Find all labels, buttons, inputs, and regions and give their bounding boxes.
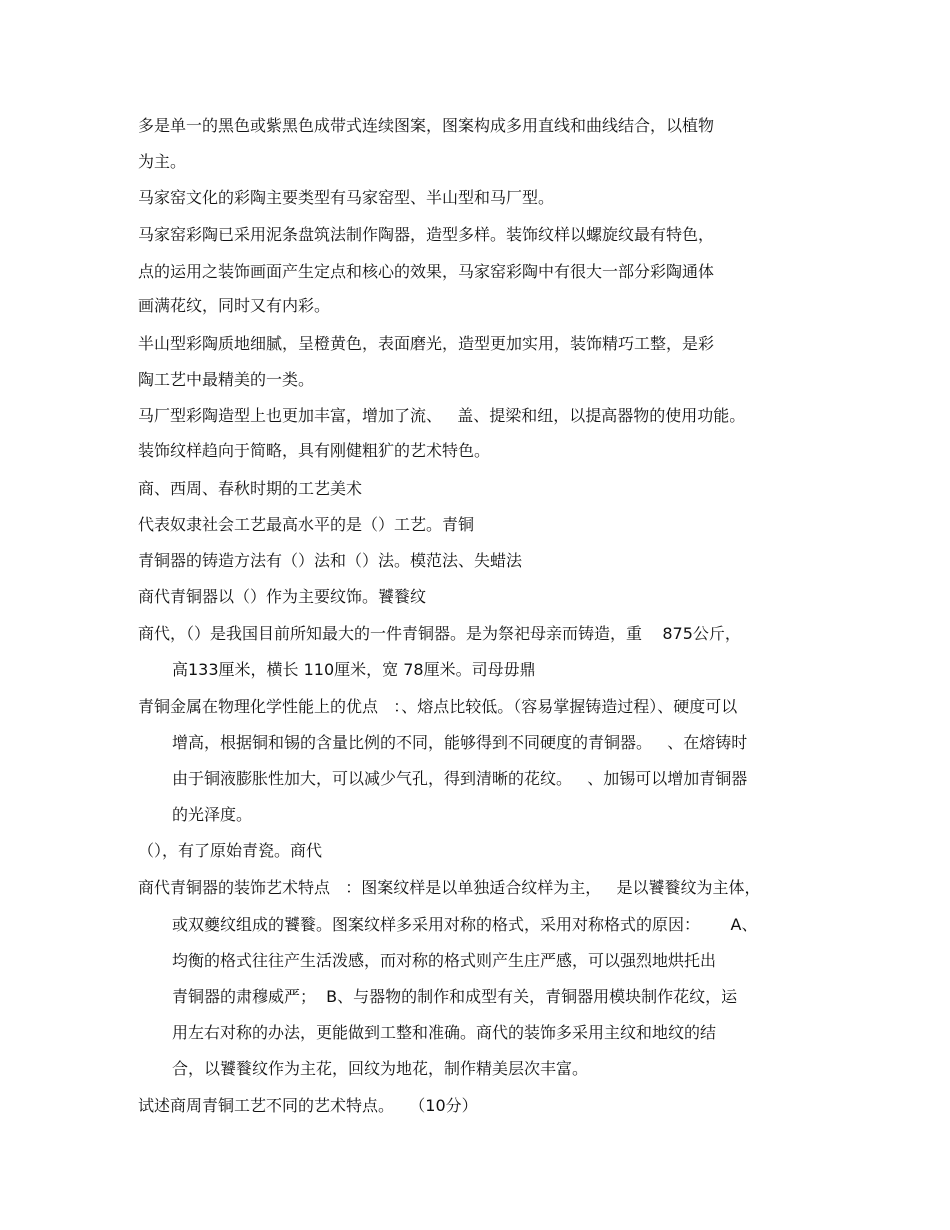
text-line-indented: 由于铜液膨胀性加大，可以减少气孔，得到清晰的花纹。 、加锡可以增加青铜器 — [172, 769, 748, 788]
text-line-indented: 青铜器的肃穆威严； B、与器物的制作和成型有关，青铜器用模块制作花纹，运 — [172, 987, 738, 1006]
text-line: 试述商周青铜工艺不同的艺术特点。 （10分） — [138, 1096, 478, 1115]
text-line-indented: 均衡的格式往往产生活泼感，而对称的格式则产生庄严感，可以强烈地烘托出 — [172, 951, 717, 970]
text-line: 商代，（）是我国目前所知最大的一件青铜器。是为祭祀母亲而铸造，重 875公斤， — [138, 624, 741, 643]
text-line-indented: 用左右对称的办法，更能做到工整和准确。商代的装饰多采用主纹和地纹的结 — [172, 1023, 717, 1042]
text-line: 马厂型彩陶造型上也更加丰富，增加了流、 盖、提梁和纽，以提高器物的使用功能。 — [138, 406, 746, 425]
text-line: （），有了原始青瓷。商代 — [138, 841, 323, 860]
text-line: 商代青铜器以（）作为主要纹饰。饕餮纹 — [138, 587, 427, 606]
text-line: 青铜金属在物理化学性能上的优点 ：、熔点比较低。（容易掌握铸造过程）、硬度可以 — [138, 697, 738, 716]
text-line: 陶工艺中最精美的一类。 — [138, 370, 315, 389]
text-line: 马家窑彩陶已采用泥条盘筑法制作陶器，造型多样。装饰纹样以螺旋纹最有特色， — [138, 225, 715, 244]
text-line: 点的运用之装饰画面产生定点和核心的效果，马家窑彩陶中有很大一部分彩陶通体 — [138, 262, 715, 281]
text-line-indented: 高133厘米，横长 110厘米，宽 78厘米。司母毋鼎 — [172, 660, 536, 679]
text-line-indented: 增高，根据铜和锡的含量比例的不同，能够得到不同硬度的青铜器。 、在熔铸时 — [172, 733, 748, 752]
text-line-indented: 或双夔纹组成的饕餮。图案纹样多采用对称的格式，采用对称格式的原因： A、 — [172, 915, 758, 934]
text-line: 装饰纹样趋向于简略，具有刚健粗犷的艺术特色。 — [138, 441, 491, 460]
text-line: 代表奴隶社会工艺最高水平的是（）工艺。青铜 — [138, 515, 475, 534]
text-line: 为主。 — [138, 152, 187, 171]
text-line: 多是单一的黑色或紫黑色成带式连续图案，图案构成多用直线和曲线结合，以植物 — [138, 116, 715, 135]
text-line: 马家窑文化的彩陶主要类型有马家窑型、半山型和马厂型。 — [138, 188, 555, 207]
text-line-indented: 合，以饕餮纹作为主花，回纹为地花，制作精美层次丰富。 — [172, 1059, 589, 1078]
text-line: 商代青铜器的装饰艺术特点 ：图案纹样是以单独适合纹样为主， 是以饕餮纹为主体， — [138, 878, 761, 897]
section-heading: 商、西周、春秋时期的工艺美术 — [138, 479, 363, 498]
text-line: 画满花纹，同时又有内彩。 — [138, 296, 331, 315]
text-line: 青铜器的铸造方法有（）法和（）法。模范法、失蜡法 — [138, 551, 523, 570]
text-line-indented: 的光泽度。 — [172, 805, 253, 824]
text-line: 半山型彩陶质地细腻，呈橙黄色，表面磨光，造型更加实用，装饰精巧工整，是彩 — [138, 334, 715, 353]
